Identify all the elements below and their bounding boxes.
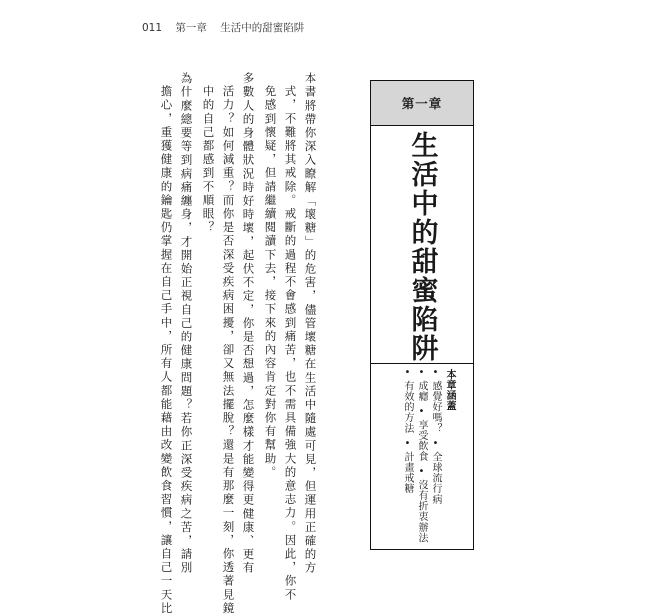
summary-item: • 計畫戒糖	[402, 438, 413, 494]
body-column: 免感到懷疑，但請繼續閱讀下去，接下來的內容肯定對你有幫助。	[263, 85, 278, 480]
body-column: 多數人的身體狀況時好時壞，起伏不定，你是否想過，怎麼樣才能變得更健康、更有	[241, 72, 256, 576]
summary-item: • 成癮	[416, 367, 427, 402]
page-number: 011	[142, 22, 163, 34]
summary-item: • 全球流行病	[430, 438, 441, 505]
body-column: 中的自己都感到不順眼？	[201, 85, 216, 235]
summary-item: • 感覺好嗎？	[430, 367, 441, 434]
body-column: 本書將帶你深入瞭解「壞糖」的危害，儘管壞糖在生活中隨處可見，但運用正確的方	[303, 72, 318, 576]
chapter-label: 第一章	[401, 96, 443, 111]
header-chapter: 第一章	[175, 22, 207, 34]
body-column: 為什麼總要等到病痛纏身，才開始正視自己的健康問題？若你正深受疾病之苦，請別	[179, 72, 194, 576]
chapter-title: 生活中的甜蜜陷阱	[406, 131, 438, 363]
summary-column	[401, 363, 413, 538]
chapter-summary	[395, 363, 455, 544]
body-column: 擔心，重獲健康的鑰匙仍掌握在自己手中，所有人都能藉由改變飲食習慣，讓自己一天比	[159, 85, 174, 615]
summary-column	[429, 363, 441, 538]
header-title: 生活中的甜蜜陷阱	[220, 22, 305, 34]
chapter-sidebar	[370, 80, 474, 550]
summary-heading: 本章涵蓋	[444, 369, 455, 412]
summary-column	[415, 363, 427, 544]
chapter-band	[371, 81, 473, 126]
running-header	[142, 20, 314, 35]
summary-item: • 有效的方法	[402, 367, 413, 434]
body-column: 式，不難將其戒除。戒斷的過程不會感到痛苦，也不需具備強大的意志力。因此，你不	[283, 85, 298, 602]
summary-item: • 沒有折衷辦法	[416, 466, 427, 543]
summary-item: • 享受飲食	[416, 406, 427, 462]
body-column: 活力？如何減重？而你是否深受疾病困擾，卻又無法擺脫？還是有那麼一刻，你透著見鏡	[221, 85, 236, 615]
